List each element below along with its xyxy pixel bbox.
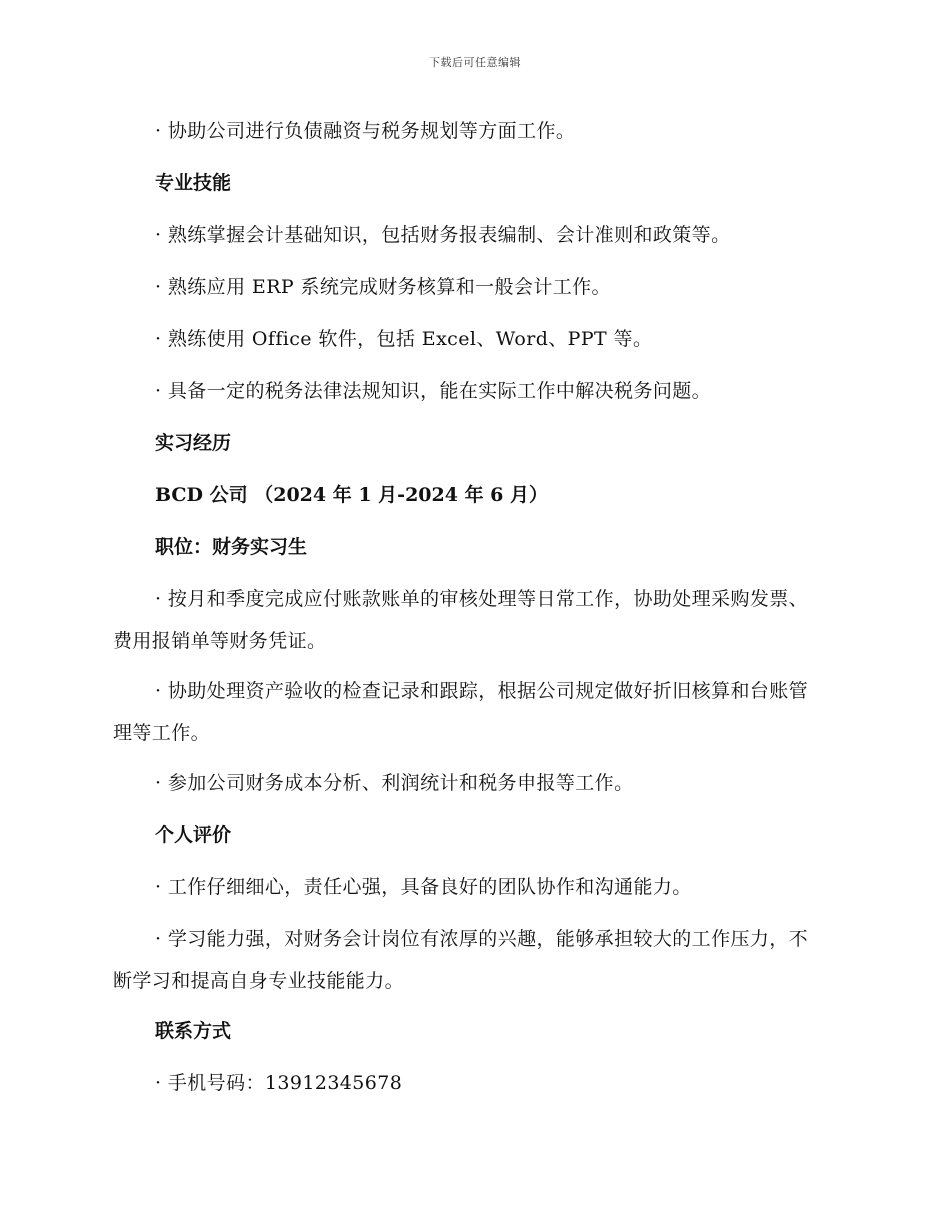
paragraph-intern-payables: · 按月和季度完成应付账款账单的审核处理等日常工作，协助处理采购发票、费用报销单等财务凭证。 <box>113 588 809 652</box>
paragraph-skill-office: · 熟练使用 Office 软件，包括 Excel、Word、PPT 等。 <box>155 328 653 350</box>
paragraph-skill-erp: · 熟练应用 ERP 系统完成财务核算和一般会计工作。 <box>155 276 611 298</box>
paragraph-intern-analysis: · 参加公司财务成本分析、利润统计和税务申报等工作。 <box>155 772 634 794</box>
paragraph-intern-assets: · 协助处理资产验收的检查记录和跟踪，根据公司规定做好折旧核算和台账管理等工作。 <box>113 680 809 744</box>
paragraph-contact-phone: · 手机号码：13912345678 <box>155 1072 403 1094</box>
position-heading: 职位：财务实习生 <box>155 536 308 558</box>
paragraph-eval-detail: · 工作仔细细心，责任心强，具备良好的团队协作和沟通能力。 <box>155 876 692 898</box>
section-heading-evaluation: 个人评价 <box>155 824 232 846</box>
document-body <box>113 110 825 1114</box>
paragraph-eval-learning: · 学习能力强，对财务会计岗位有浓厚的兴趣，能够承担较大的工作压力，不断学习和提高自身专业技能能力。 <box>113 928 809 992</box>
section-heading-internship: 实习经历 <box>155 432 232 454</box>
paragraph-financing: · 协助公司进行负债融资与税务规划等方面工作。 <box>155 120 576 142</box>
company-heading: BCD 公司 （2024 年 1 月-2024 年 6 月） <box>155 484 549 506</box>
paragraph-skill-accounting: · 熟练掌握会计基础知识，包括财务报表编制、会计准则和政策等。 <box>155 224 731 246</box>
page-header-note: 下载后可任意编辑 <box>429 56 521 69</box>
section-heading-skills: 专业技能 <box>155 172 232 194</box>
section-heading-contact: 联系方式 <box>155 1020 232 1042</box>
paragraph-skill-tax: · 具备一定的税务法律法规知识，能在实际工作中解决税务问题。 <box>155 380 712 402</box>
